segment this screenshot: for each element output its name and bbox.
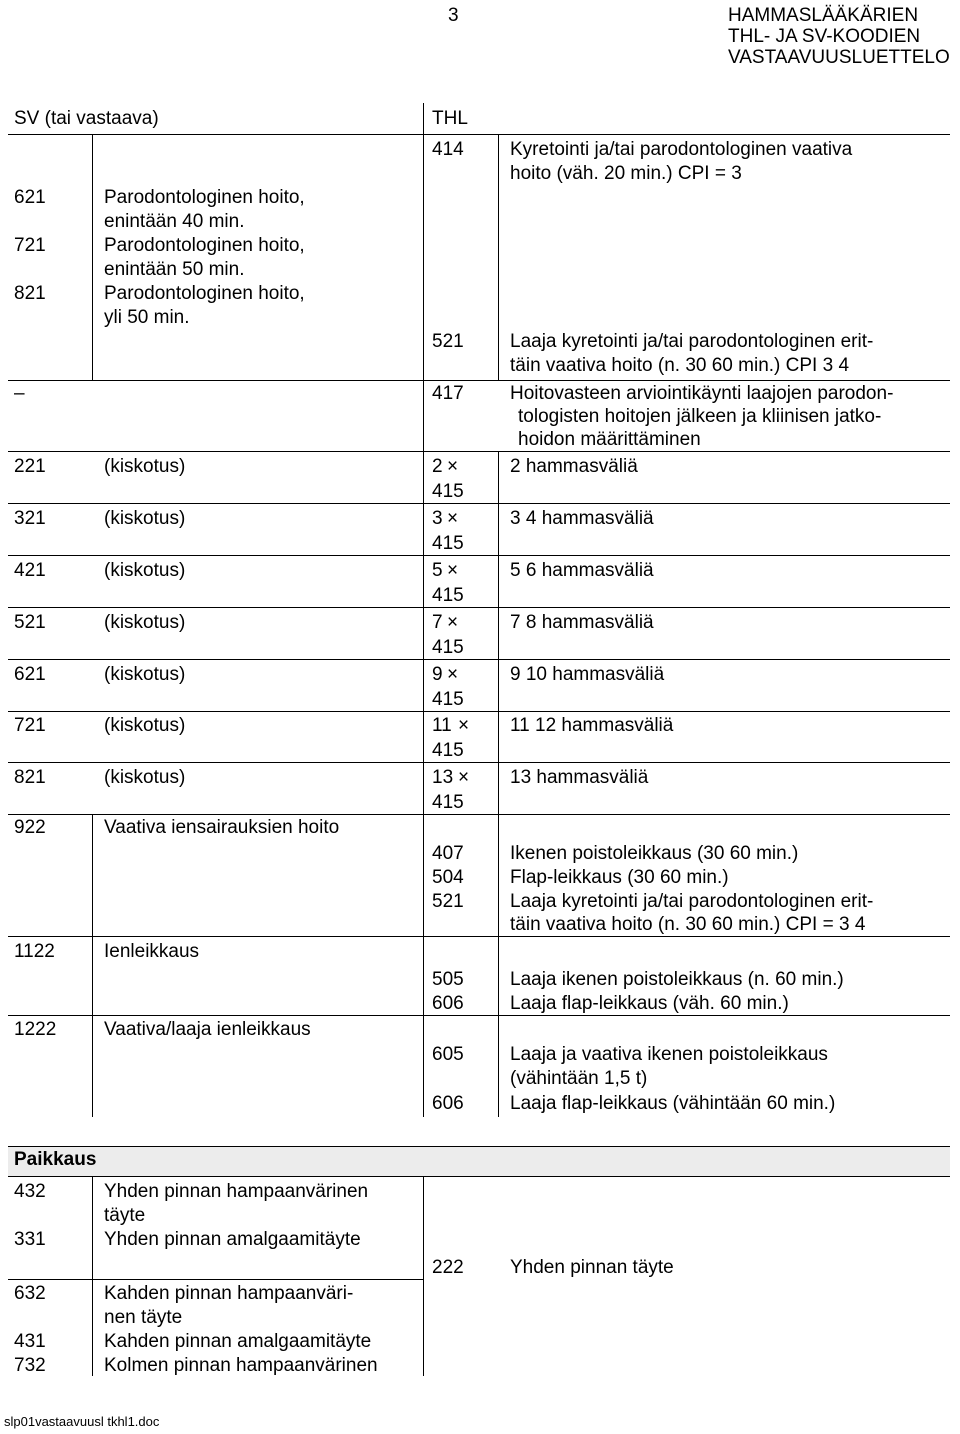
thl-code: 415 [432,689,464,710]
thl-desc-605-line2: (vähintään 1,5 t) [510,1068,648,1089]
thl-desc-407: Ikenen poistoleikkaus (30 60 min.) [510,843,799,864]
sv-code-632: 632 [14,1283,46,1304]
thl-code: 415 [432,637,464,658]
thl-code-222: 222 [432,1257,464,1278]
sv-code: 721 [14,715,46,736]
sv-desc-432-line2: täyte [104,1205,146,1226]
sv-desc-1122: Ienleikkaus [104,941,200,962]
sv-desc-632-line2: nen täyte [104,1307,183,1328]
sv-code-621: 621 [14,187,46,208]
thl-code-606a: 606 [432,993,464,1014]
sv-code-431: 431 [14,1331,46,1352]
thl-desc: 7 8 hammasväliä [510,612,654,633]
thl-desc: 3 4 hammasväliä [510,508,654,529]
thl-code: 415 [432,533,464,554]
sv-label: (kiskotus) [104,560,186,581]
thl-code-505: 505 [432,969,464,990]
times-sign: × [458,715,470,736]
thl-desc: 13 hammasväliä [510,767,649,788]
sv-label: (kiskotus) [104,612,186,633]
sv-desc-632-line1: Kahden pinnan hampaanväri- [104,1283,354,1304]
thl-desc-605-line1: Laaja ja vaativa ikenen poistoleikkaus [510,1044,828,1065]
sv-code-331: 331 [14,1229,46,1250]
thl-desc-417-line3: hoidon määrittäminen [518,429,701,450]
sv-code-1122: 1122 [14,941,55,962]
sv-desc-621-line1: Parodontologinen hoito, [104,187,305,208]
multiplier: 2 [432,456,443,477]
sv-dash: – [14,383,25,404]
multiplier: 3 [432,508,443,529]
times-sign: × [447,664,459,685]
thl-desc-505: Laaja ikenen poistoleikkaus (n. 60 min.) [510,969,844,990]
thl-desc-521b-line2: täin vaativa hoito (n. 30 60 min.) CPI = 3 4 [510,914,866,935]
thl-desc-504: Flap-leikkaus (30 60 min.) [510,867,729,888]
sv-code-732: 732 [14,1355,46,1376]
section-heading-paikkaus: Paikkaus [14,1149,97,1170]
footer-filename: slp01vastaavuusl tkhl1.doc [4,1414,160,1429]
times-sign: × [447,560,459,581]
sv-desc-821-line1: Parodontologinen hoito, [104,283,305,304]
thl-desc-521-line1: Laaja kyretointi ja/tai parodontologinen erit- [510,331,874,352]
thl-code-521: 521 [432,331,464,352]
thl-code-504: 504 [432,867,464,888]
thl-code: 415 [432,740,464,761]
thl-desc-606b: Laaja flap-leikkaus (vähintään 60 min.) [510,1093,836,1114]
thl-desc-417-line2: tologisten hoitojen jälkeen ja kliinisen jatko- [518,406,882,427]
multiplier: 9 [432,664,443,685]
sv-code: 421 [14,560,46,581]
sv-desc-431: Kahden pinnan amalgaamitäyte [104,1331,372,1352]
sv-code: 321 [14,508,46,529]
document-title-line3: VASTAAVUUSLUETTELO [728,47,950,68]
sv-desc-621-line2: enintään 40 min. [104,211,245,232]
sv-code: 521 [14,612,46,633]
thl-desc-606a: Laaja flap-leikkaus (väh. 60 min.) [510,993,789,1014]
sv-code-1222: 1222 [14,1019,57,1040]
sv-label: (kiskotus) [104,664,186,685]
times-sign: × [447,456,459,477]
thl-desc: 5 6 hammasväliä [510,560,654,581]
thl-code: 415 [432,585,464,606]
thl-desc-521b-line1: Laaja kyretointi ja/tai parodontologinen erit- [510,891,874,912]
thl-code: 415 [432,792,464,813]
document-title-line1: HAMMASLÄÄKÄRIEN [728,5,919,26]
sv-label: (kiskotus) [104,767,186,788]
thl-code: 415 [432,481,464,502]
sv-code-922: 922 [14,817,46,838]
sv-code: 821 [14,767,46,788]
sv-desc-331: Yhden pinnan amalgaamitäyte [104,1229,361,1250]
sv-desc-821-line2: yli 50 min. [104,307,190,328]
page-number: 3 [448,5,459,26]
document-title-line2: THL- JA SV-KOODIEN [728,26,921,47]
thl-desc-414-line2: hoito (väh. 20 min.) CPI = 3 [510,163,742,184]
thl-code-521b: 521 [432,891,464,912]
sv-desc-732: Kolmen pinnan hampaanvärinen [104,1355,378,1376]
sv-desc-721-line2: enintään 50 min. [104,259,245,280]
sv-desc-432-line1: Yhden pinnan hampaanvärinen [104,1181,369,1202]
thl-code-417: 417 [432,383,464,404]
sv-code: 621 [14,664,46,685]
sv-label: (kiskotus) [104,456,186,477]
sv-code-721: 721 [14,235,46,256]
sv-code-432: 432 [14,1181,46,1202]
multiplier: 13 [432,767,454,788]
thl-desc-222: Yhden pinnan täyte [510,1257,674,1278]
thl-desc: 11 12 hammasväliä [510,715,674,736]
thl-desc: 2 hammasväliä [510,456,638,477]
thl-desc-417-line1: Hoitovasteen arviointikäynti laajojen parodon- [510,383,894,404]
column-header-sv: SV (tai vastaava) [14,108,159,129]
thl-desc: 9 10 hammasväliä [510,664,665,685]
sv-label: (kiskotus) [104,508,186,529]
multiplier: 11 [432,715,452,736]
sv-code: 221 [14,456,46,477]
sv-desc-1222: Vaativa/laaja ienleikkaus [104,1019,311,1040]
thl-code-407: 407 [432,843,464,864]
sv-code-821: 821 [14,283,46,304]
multiplier: 5 [432,560,443,581]
sv-desc-922: Vaativa iensairauksien hoito [104,817,340,838]
thl-desc-414-line1: Kyretointi ja/tai parodontologinen vaativa [510,139,853,160]
sv-label: (kiskotus) [104,715,186,736]
times-sign: × [447,508,459,529]
times-sign: × [447,612,459,633]
thl-code-605: 605 [432,1044,464,1065]
multiplier: 7 [432,612,443,633]
times-sign: × [458,767,470,788]
thl-code-414: 414 [432,139,464,160]
column-header-thl: THL [432,108,468,129]
thl-desc-521-line2: täin vaativa hoito (n. 30 60 min.) CPI 3 4 [510,355,850,376]
thl-code-606b: 606 [432,1093,464,1114]
sv-desc-721-line1: Parodontologinen hoito, [104,235,305,256]
